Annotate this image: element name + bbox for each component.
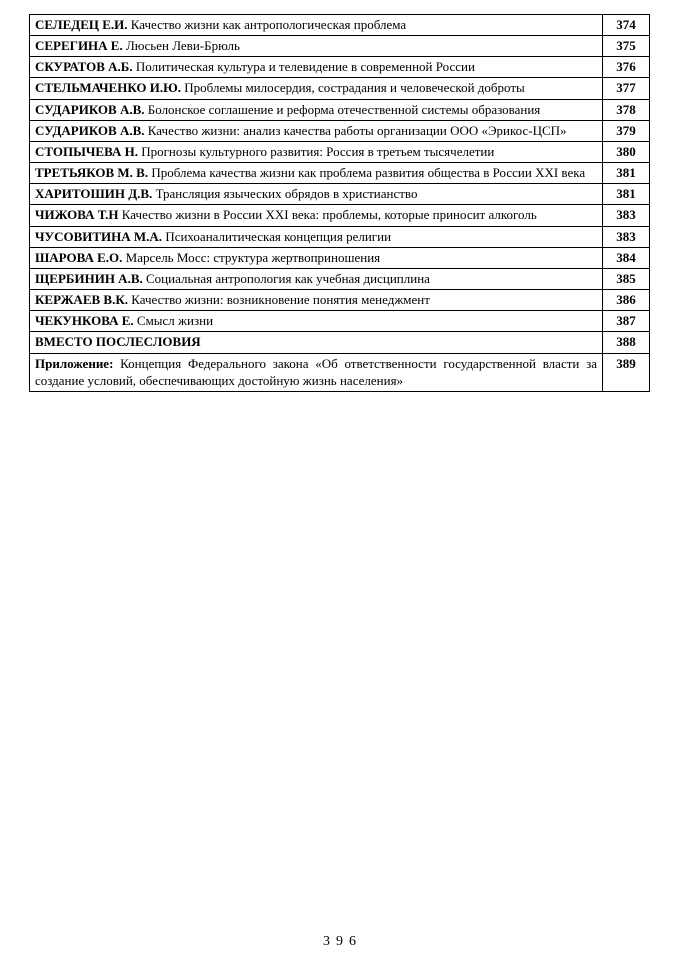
page-number-cell: 385 bbox=[603, 268, 650, 289]
table-row bbox=[30, 247, 650, 268]
page-number-cell: 379 bbox=[603, 120, 650, 141]
entry-cell: СКУРАТОВ А.Б. Политическая культура и телевидение в современной России bbox=[30, 57, 603, 78]
table-row bbox=[30, 57, 650, 78]
table-row bbox=[30, 36, 650, 57]
entry-author: СКУРАТОВ А.Б. bbox=[35, 59, 133, 75]
page-number-cell: 386 bbox=[603, 290, 650, 311]
table-row bbox=[30, 311, 650, 332]
entry-author: ВМЕСТО ПОСЛЕСЛОВИЯ bbox=[35, 334, 201, 350]
entry-cell: СТОПЫЧЕВА Н. Прогнозы культурного развития: Россия в третьем тысячелетии bbox=[30, 141, 603, 162]
table-row bbox=[30, 78, 650, 99]
entry-author: ЩЕРБИНИН А.В. bbox=[35, 270, 143, 286]
entry-author: ЧЕКУНКОВА Е. bbox=[35, 313, 134, 329]
entry-author: ТРЕТЬЯКОВ М. В. bbox=[35, 165, 149, 181]
table-row bbox=[30, 226, 650, 247]
table-row bbox=[30, 184, 650, 205]
table-row bbox=[30, 141, 650, 162]
entry-cell: ШАРОВА Е.О. Марсель Мосс: структура жертвоприношения bbox=[30, 247, 603, 268]
entry-author: ЧУСОВИТИНА М.А. bbox=[35, 228, 163, 244]
page-number-cell: 383 bbox=[603, 226, 650, 247]
page-number-cell: 381 bbox=[603, 163, 650, 184]
entry-cell: Приложение: Концепция Федерального закона «Об ответственности государственной власти за создание условий, обеспечивающих достойную жизнь населения» bbox=[30, 353, 603, 391]
page-number-cell: 376 bbox=[603, 57, 650, 78]
page-number-cell: 384 bbox=[603, 247, 650, 268]
entry-cell bbox=[30, 332, 603, 353]
table-row bbox=[30, 15, 650, 36]
page-number-cell: 374 bbox=[603, 15, 650, 36]
entry-cell: СЕРЕГИНА Е. Люсьен Леви-Брюль bbox=[30, 36, 603, 57]
page-number-cell: 381 bbox=[603, 184, 650, 205]
page-number-cell: 383 bbox=[603, 205, 650, 226]
entry-cell: СТЕЛЬМАЧЕНКО И.Ю. Проблемы милосердия, сострадания и человеческой доброты bbox=[30, 78, 603, 99]
entry-author: ШАРОВА Е.О. bbox=[35, 249, 123, 265]
entry-author: СУДАРИКОВ А.В. bbox=[35, 122, 145, 138]
entry-cell: КЕРЖАЕВ В.К. Качество жизни: возникновение понятия менеджмент bbox=[30, 290, 603, 311]
entry-author: ЧИЖОВА Т.Н bbox=[35, 207, 119, 223]
entry-author: СЕРЕГИНА Е. bbox=[35, 38, 123, 54]
entry-cell: СЕЛЕДЕЦ Е.И. Качество жизни как антропологическая проблема bbox=[30, 15, 603, 36]
entry-author: СЕЛЕДЕЦ Е.И. bbox=[35, 17, 128, 32]
entry-author: СУДАРИКОВ А.В. bbox=[35, 101, 145, 117]
entry-cell: ХАРИТОШИН Д.В. Трансляция языческих обрядов в христианство bbox=[30, 184, 603, 205]
table-row bbox=[30, 332, 650, 353]
page-number-cell: 389 bbox=[603, 353, 650, 391]
entry-author: СТОПЫЧЕВА Н. bbox=[35, 143, 138, 159]
table-row bbox=[30, 353, 650, 391]
page-number-cell: 380 bbox=[603, 141, 650, 162]
table-row bbox=[30, 268, 650, 289]
entry-author: Приложение: bbox=[35, 355, 114, 371]
page-number-cell: 378 bbox=[603, 99, 650, 120]
entry-author: СТЕЛЬМАЧЕНКО И.Ю. bbox=[35, 80, 182, 96]
entry-author: ХАРИТОШИН Д.В. bbox=[35, 186, 153, 202]
page-number-cell: 375 bbox=[603, 36, 650, 57]
table-row bbox=[30, 163, 650, 184]
table-row bbox=[30, 120, 650, 141]
table-row bbox=[30, 99, 650, 120]
toc-body bbox=[30, 15, 650, 392]
page-number-cell: 388 bbox=[603, 332, 650, 353]
toc-table bbox=[29, 14, 650, 392]
entry-cell: СУДАРИКОВ А.В. Болонское соглашение и реформа отечественной системы образования bbox=[30, 99, 603, 120]
table-row bbox=[30, 290, 650, 311]
entry-cell: ЧЕКУНКОВА Е. Смысл жизни bbox=[30, 311, 603, 332]
entry-cell: ТРЕТЬЯКОВ М. В. Проблема качества жизни как проблема развития общества в России XXI века bbox=[30, 163, 603, 184]
entry-cell: ЧУСОВИТИНА М.А. Психоаналитическая концепция религии bbox=[30, 226, 603, 247]
footer-page-number: 396 bbox=[323, 934, 362, 949]
entry-cell: ЧИЖОВА Т.Н Качество жизни в России XXI века: проблемы, которые приносит алкоголь bbox=[30, 205, 603, 226]
page-number-cell: 387 bbox=[603, 311, 650, 332]
entry-cell: СУДАРИКОВ А.В. Качество жизни: анализ качества работы организации ООО «Эрикос-ЦСП» bbox=[30, 120, 603, 141]
entry-cell: ЩЕРБИНИН А.В. Социальная антропология как учебная дисциплина bbox=[30, 268, 603, 289]
table-row bbox=[30, 205, 650, 226]
page-number-cell: 377 bbox=[603, 78, 650, 99]
entry-author: КЕРЖАЕВ В.К. bbox=[35, 292, 129, 308]
